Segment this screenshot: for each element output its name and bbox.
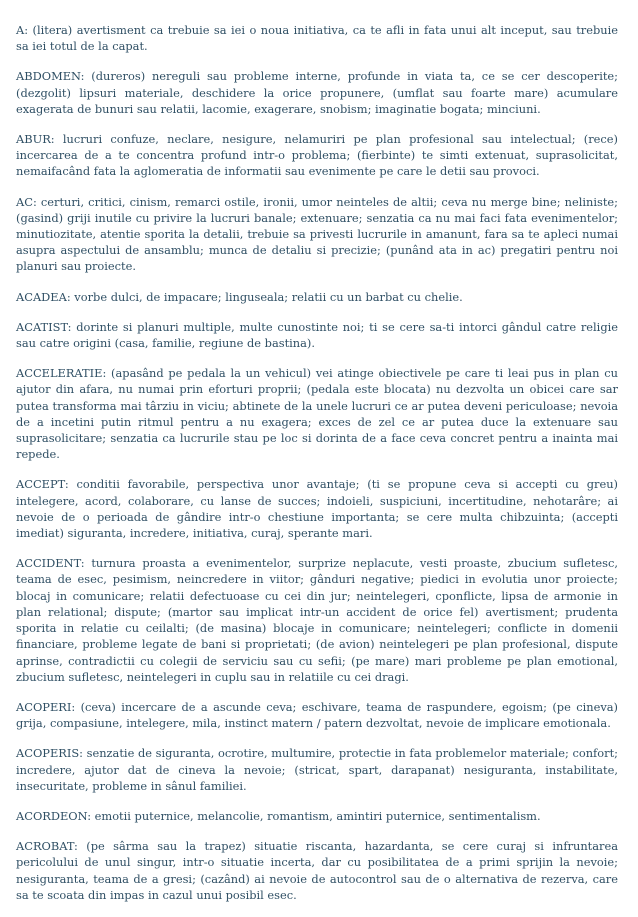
entry-acrobat: ACROBAT: (pe sârma sau la trapez) situatie riscanta, hazardanta, se cere curaj si infruntarea pericolului de unul singur, intr-o situatie incerta, dar cu posibilitatea de a primi sprijin la nevoie; nesiguranta, teama de a gresi; (cazând) ai nevoie de autocontrol sau de o alternativa de rezerva, care sa te scoata din impas in cazul unui posibil esec. bbox=[16, 839, 618, 902]
entry-accident: ACCIDENT: turnura proasta a evenimentelor, surprize neplacute, vesti proaste, zbucium sufletesc, teama de esec, pesimism, neincredere in viitor; gânduri negative; piedici in evolutia unor proiecte; blocaj in comunicare; relatii defectuoase cu cei din jur; neintelegeri, cponflicte, lipsa de armonie in plan relational; dispute; (martor sau implicat intr-un accident de orice fel) avertisment; prudenta sporita in relatie cu ceilalti; (de masina) blocaje in comunicare; neintelegeri; conflicte in domenii financiare, probleme legate de bani si proprietati; (de avion) neintelegeri pe plan profesional, dispute aprinse, contradictii cu colegii de serviciu sau cu sefii; (pe mare) mari probleme pe plan emotional, zbucium sufletesc, neintelegeri in cuplu sau in relatiile cu cei dragi. bbox=[16, 556, 618, 684]
entry-abur: ABUR: lucruri confuze, neclare, nesigure, nelamuriri pe plan profesional sau intelectual; (rece) incercarea de a te concentra profund intr-o problema; (fierbinte) te simti extenuat, suprasolicitat, nemaifacând fata la aglomeratia de informatii sau evenimente pe care le detii sau provoci. bbox=[16, 132, 618, 179]
entry-acadea: ACADEA: vorbe dulci, de impacare; linguseala; relatii cu un barbat cu chelie. bbox=[16, 289, 463, 304]
entry-acoperis: ACOPERIS: senzatie de siguranta, ocrotire, multumire, protectie in fata problemelor materiale; confort; incredere, ajutor dat de cineva la nevoie; (stricat, spart, darapanat) nesiguranta, instabilitate, insecuritate, probleme in sânul familiei. bbox=[16, 746, 618, 793]
entry-ac: AC: certuri, critici, cinism, remarci ostile, ironii, umor neinteles de altii; ceva nu merge bine; neliniste; (gasind) griji inutile cu privire la lucruri banale; extenuare; senzatia ca nu mai faci fata evenimentelor; minutiozitate, atentie sporita la detalii, trebuie sa privesti lucrurile in amanunt, fara sa te apleci numai asupra aspectului de ansamblu; munca de detaliu si precizie; (punând ata in ac) pregatiri pentru noi planuri sau proiecte. bbox=[16, 194, 618, 274]
entry-acceleratie: ACCELERATIE: (apasând pe pedala la un vehicul) vei atinge obiectivele pe care ti leai pus in plan cu ajutor din afara, nu numai prin eforturi proprii; (pedala este blocata) nu dezvolta un obicei care sar putea transforma mai târziu in viciu; abtinete de la unele lucruri ce ar putea deveni periculoase; nevoia de a incetini putin ritmul pentru a nu exagera; exces de zel ce ar putea duce la extenuare sau suprasolicitare; senzatia ca lucrurile stau pe loc si dorinta de a face ceva concret pentru a inainta mai repede. bbox=[16, 366, 618, 462]
entry-acoperi: ACOPERI: (ceva) incercare de a ascunde ceva; eschivare, teama de raspundere, egoism; (pe cineva) grija, compasiune, intelegere, mila, instinct matern / patern dezvoltat, nevoie de implicare emotionala. bbox=[16, 699, 618, 731]
entry-accept: ACCEPT: conditii favorabile, perspectiva unor avantaje; (ti se propune ceva si accepti cu greu) intelegere, acord, colaborare, cu lanse de succes; indoieli, suspiciuni, incertitudine, nehotarâre; ai nevoie de o perioada de gândire intr-o chestiune importanta; se cere multa chibzuinta; (accepti imediat) siguranta, incredere, initiativa, curaj, sperante mari. bbox=[16, 477, 618, 541]
entry-a: A: (litera) avertisment ca trebuie sa iei o noua initiativa, ca te afli in fata unui alt inceput, sau trebuie sa iei totul de la capat. bbox=[16, 23, 618, 54]
entry-abdomen: ABDOMEN: (dureros) nereguli sau probleme interne, profunde in viata ta, ce se cer descoperite; (dezgolit) lipsuri materiale, deschidere la orice propunere, (umflat sau foarte mare) acumulare exagerata de bunuri sau relatii, lacomie, exagerare, snobism; imaginatie bogata; minciuni. bbox=[16, 69, 618, 116]
entry-acordeon: ACORDEON: emotii puternice, melancolie, romantism, amintiri puternice, sentimentalism. bbox=[16, 808, 541, 823]
dictionary-page bbox=[16, 22, 618, 917]
entry-acatist: ACATIST: dorinte si planuri multiple, multe cunostinte noi; ti se cere sa-ti intorci gândul catre religie sau catre origini (casa, familie, regiune de bastina). bbox=[16, 319, 618, 351]
